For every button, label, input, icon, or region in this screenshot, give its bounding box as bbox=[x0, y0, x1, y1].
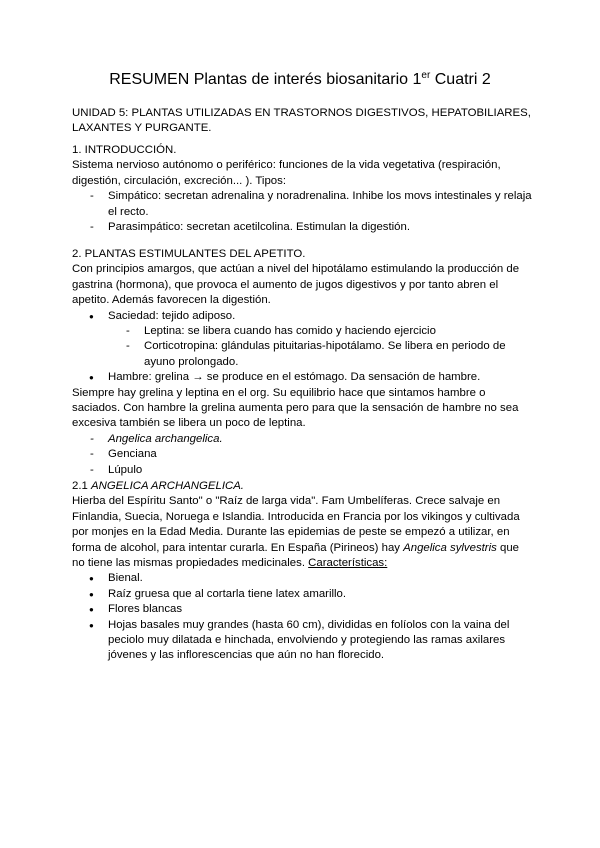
list-item: - Lúpulo bbox=[72, 463, 532, 478]
section-estimulantes-apetito bbox=[72, 247, 532, 478]
section-introduccion bbox=[72, 143, 532, 235]
list-item: - Leptina: se libera cuando has comido y haciendo ejercicio bbox=[72, 324, 532, 339]
list-item: ● Flores blancas bbox=[72, 602, 532, 617]
bullet-list bbox=[72, 370, 532, 385]
paragraph: Siempre hay grelina y leptina en el org. Su equilibrio hace que sintamos hambre o saciados. Con hambre la grelina aumenta pero para que la sensación de hambre no sea excesiva también se libera un poco de leptina. bbox=[72, 386, 519, 430]
paragraph: Sistema nervioso autónomo o periférico: funciones de la vida vegetativa (respiración, digestión, circulación, excreción... ). Tipos: bbox=[72, 159, 501, 187]
dash-list bbox=[72, 189, 532, 235]
bullet-list bbox=[72, 309, 532, 324]
document-title bbox=[0, 70, 600, 90]
bullet-list bbox=[72, 571, 532, 663]
text-part: Hierba del Espíritu Santo" o "Raíz de larga vida". Fam Umbelíferas. Crece salvaje en Finlandia, Suecia, Noruega e Islandia. Introducida en Francia por los vikingos y cultivada por monjes en la Edad Media. Durante las epidemias de peste se empezó a utilizar, en forma de alcohol, para intentar curarla. En España (Pirineos) hay bbox=[72, 495, 520, 554]
section-heading: 2. PLANTAS ESTIMULANTES DEL APETITO. bbox=[72, 248, 306, 260]
list-item: ● Saciedad: tejido adiposo. bbox=[72, 309, 532, 324]
section-heading bbox=[72, 479, 532, 494]
section-heading: 1. INTRODUCCIÓN. bbox=[72, 144, 177, 156]
heading-number: 2.1 bbox=[72, 480, 91, 492]
list-item: - Corticotropina: glándulas pituitarias-hipotálamo. Se libera en periodo de ayuno prolongado. bbox=[72, 339, 532, 370]
list-item: - Angelica archangelica. bbox=[72, 432, 532, 447]
section-angelica bbox=[72, 479, 532, 664]
list-item: ● Hojas basales muy grandes (hasta 60 cm), divididas en folíolos con la vaina del peciolo muy dilatada e hinchada, envolviendo y protegiendo las ramas axilares jóvenes y las inflorescencias que aún no han florecido. bbox=[72, 618, 532, 664]
list-item: ● Raíz gruesa que al cortarla tiene latex amarillo. bbox=[72, 587, 532, 602]
list-item: ● Hambre: grelina → se produce en el estómago. Da sensación de hambre. bbox=[72, 370, 532, 385]
list-item: - Simpático: secretan adrenalina y noradrenalina. Inhibe los movs intestinales y relaja el recto. bbox=[72, 189, 532, 220]
caracteristicas-label: Características: bbox=[308, 557, 388, 570]
list-item: - Genciana bbox=[72, 447, 532, 462]
title-tail: Cuatri 2 bbox=[430, 71, 491, 88]
list-item: ● Bienal. bbox=[72, 571, 532, 586]
plants-list bbox=[72, 432, 532, 478]
paragraph bbox=[72, 494, 532, 571]
title-text: RESUMEN Plantas de interés biosanitario 1 bbox=[109, 71, 422, 88]
title-superscript: er bbox=[421, 70, 431, 81]
paragraph: Con principios amargos, que actúan a nivel del hipotálamo estimulando la producción de gastrina (hormona), que provoca el aumento de jugos digestivos y por tanto abren el apetito. Además favorecen la digestión. bbox=[72, 263, 520, 307]
species-name: Angelica sylvestris bbox=[403, 541, 497, 554]
sub-dash-list bbox=[72, 324, 532, 370]
heading-species: ANGELICA ARCHANGELICA. bbox=[91, 480, 244, 492]
unit-heading: UNIDAD 5: PLANTAS UTILIZADAS EN TRASTORNOS DIGESTIVOS, HEPATOBILIARES, LAXANTES Y PURGANTE. bbox=[72, 107, 531, 135]
list-item: - Parasimpático: secretan acetilcolina. Estimulan la digestión. bbox=[72, 220, 532, 235]
text-part: que no tiene las mismas propiedades medicinales. bbox=[72, 541, 520, 570]
